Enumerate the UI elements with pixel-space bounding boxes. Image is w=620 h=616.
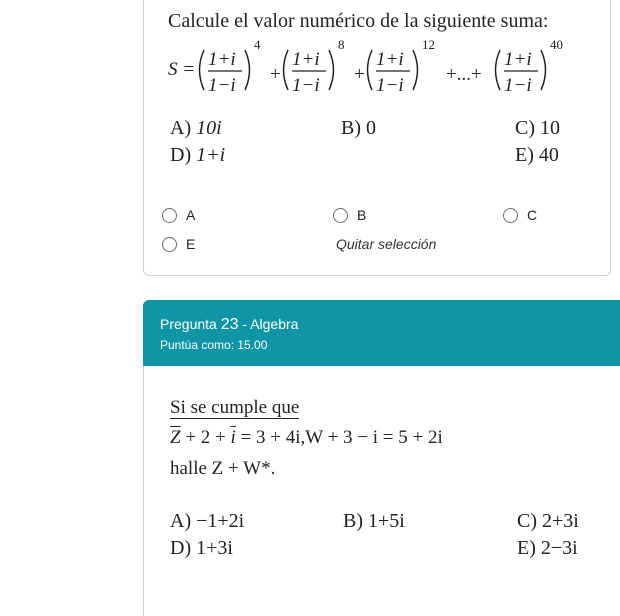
question-points: Puntúa como: 15.00	[160, 338, 268, 352]
formula-lhs: S =	[168, 59, 196, 80]
radio-circle-icon[interactable]	[162, 208, 177, 223]
exponent: 4	[254, 37, 261, 52]
radio-label: C	[527, 207, 538, 223]
plus-sign: +	[270, 64, 281, 85]
exponent: 8	[338, 37, 345, 52]
q2-line-3: halle Z + W*.	[170, 458, 276, 479]
answer-d: D) 1+3i	[170, 537, 233, 559]
denominator: 1−i	[292, 75, 320, 96]
radio-circle-icon[interactable]	[503, 208, 518, 223]
numerator: 1+i	[504, 49, 532, 70]
denominator: 1−i	[504, 75, 532, 96]
denominator: 1−i	[376, 75, 404, 96]
exponent: 12	[422, 37, 435, 52]
exponent: 40	[550, 37, 563, 52]
formula-term	[496, 37, 564, 96]
numerator: 1+i	[376, 49, 404, 70]
q2-line-1: Si se cumple que	[170, 397, 300, 418]
question-header	[143, 300, 620, 366]
answer-e: E) 40	[515, 144, 559, 166]
answer-c: C) 10	[515, 117, 560, 139]
radio-option-c[interactable]	[503, 207, 537, 223]
answer-a: A) −1+2i	[170, 510, 245, 532]
plus-sign: +	[354, 64, 365, 85]
formula-term	[284, 37, 345, 96]
answer-a: A) 10i	[170, 117, 222, 139]
answer-b: B) 0	[341, 117, 376, 139]
radio-label: A	[186, 207, 196, 223]
formula-term	[368, 37, 436, 96]
question-prompt: Calcule el valor numérico de la siguiente suma:	[168, 10, 549, 32]
q2-line-2: $\overline{Z} + 2 + \overline{i} = 3 + 4i,W + 3 - i = 5 + 2i$	[170, 427, 443, 448]
ellipsis: +...+	[446, 64, 482, 85]
radio-circle-icon[interactable]	[333, 208, 348, 223]
radio-option-e[interactable]	[162, 236, 195, 252]
answer-c: C) 2+3i	[517, 510, 579, 532]
answer-d: D) 1+i	[170, 144, 226, 166]
radio-circle-icon[interactable]	[162, 237, 177, 252]
numerator: 1+i	[292, 49, 320, 70]
radio-option-a[interactable]	[162, 207, 195, 223]
sum-formula	[166, 36, 586, 100]
denominator: 1−i	[208, 75, 236, 96]
header-tab	[612, 300, 620, 314]
answer-b: B) 1+5i	[343, 510, 405, 532]
formula-term	[200, 37, 262, 96]
clear-selection-link[interactable]: Quitar selección	[336, 236, 437, 252]
question-title: Pregunta 23 - Algebra	[160, 316, 299, 333]
numerator: 1+i	[208, 49, 236, 70]
answer-e: E) 2−3i	[517, 537, 578, 559]
radio-option-b[interactable]	[333, 207, 366, 223]
radio-label: B	[357, 207, 367, 223]
radio-label: E	[186, 236, 196, 252]
